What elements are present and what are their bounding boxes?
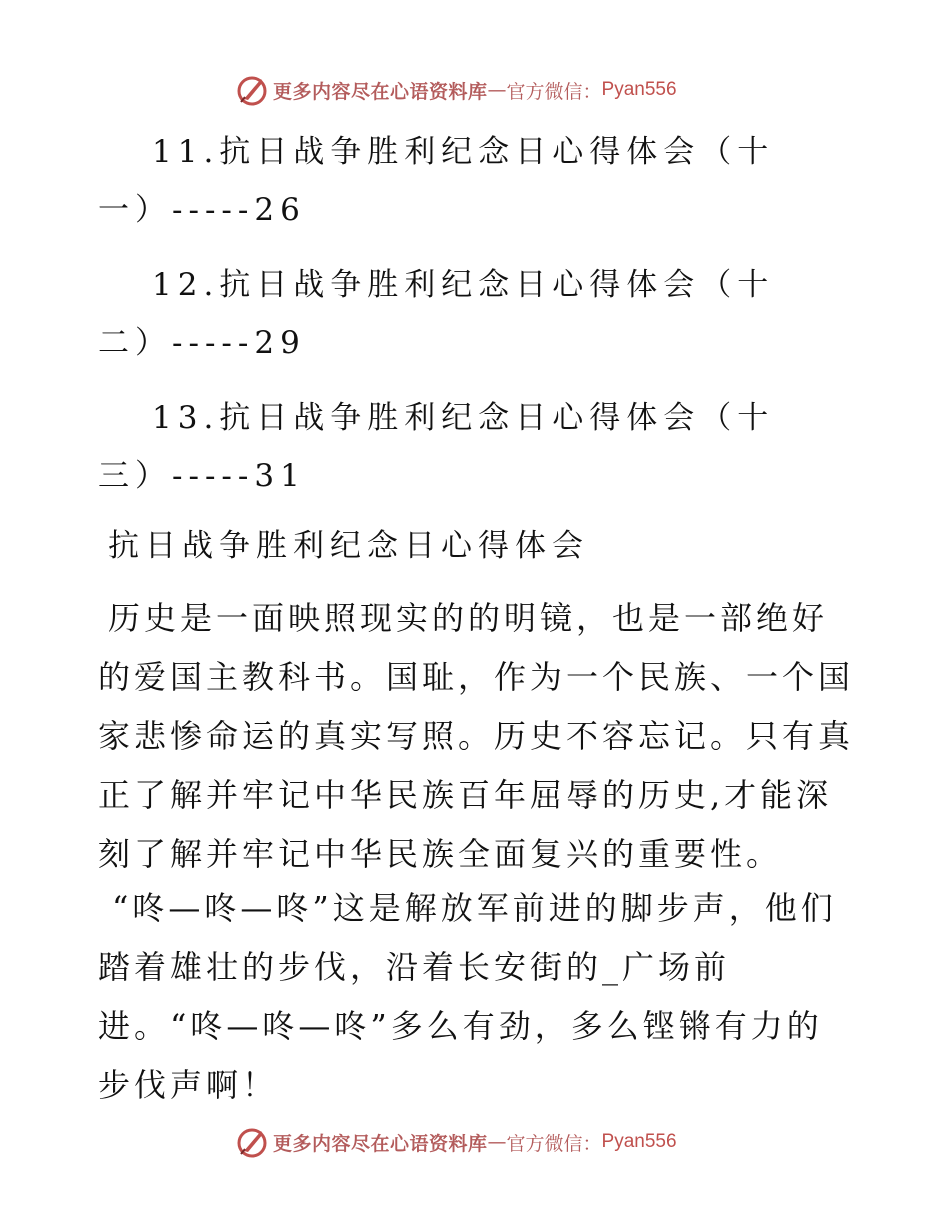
toc-entry-11-line2: 一）-----26 <box>98 192 306 228</box>
body-paragraph-1: 历史是一面映照现实的的明镜，也是一部绝好的爱国主教科书。国耻，作为一个民族、一个国家悲惨命运的真实写照。历史不容忘记。只有真正了解并牢记中华民族百年屈辱的历史,才能深刻了解并牢记中华民族全面复兴的重要性。 <box>98 599 855 873</box>
feather-pen-logo-icon <box>235 1125 269 1159</box>
banner-wechat-label: 官方微信： <box>506 1132 602 1155</box>
banner-site-text: 更多内容尽在心语资料库 <box>273 80 488 103</box>
banner-site-text: 更多内容尽在心语资料库 <box>273 1132 488 1155</box>
banner-separator: — <box>487 79 507 101</box>
toc-entry-11-line1: 11.抗日战争胜利纪念日心得体会（十 <box>152 134 775 170</box>
feather-pen-logo-icon <box>235 73 269 107</box>
banner-wechat-label: 官方微信： <box>506 80 602 103</box>
footer-banner <box>235 1122 677 1162</box>
header-banner <box>235 70 677 110</box>
toc-entry-13-line1: 13.抗日战争胜利纪念日心得体会（十 <box>152 400 775 436</box>
body-paragraph-2: “咚—咚—咚”这是解放军前进的脚步声，他们踏着雄壮的步伐，沿着长安街的_广场前进。“咚—咚—咚”多么有劲，多么铿锵有力的步伐声啊！ <box>98 889 837 1104</box>
banner-wechat-id: Pyan556 <box>601 79 677 100</box>
toc-entry-12-line2: 二）-----29 <box>98 325 306 361</box>
toc-entry-13-line2: 三）-----31 <box>98 458 306 494</box>
toc-entry-12-line1: 12.抗日战争胜利纪念日心得体会（十 <box>152 267 775 303</box>
banner-wechat-id: Pyan556 <box>601 1131 677 1152</box>
section-heading: 抗日战争胜利纪念日心得体会 <box>108 528 589 564</box>
banner-separator: — <box>487 1131 507 1153</box>
